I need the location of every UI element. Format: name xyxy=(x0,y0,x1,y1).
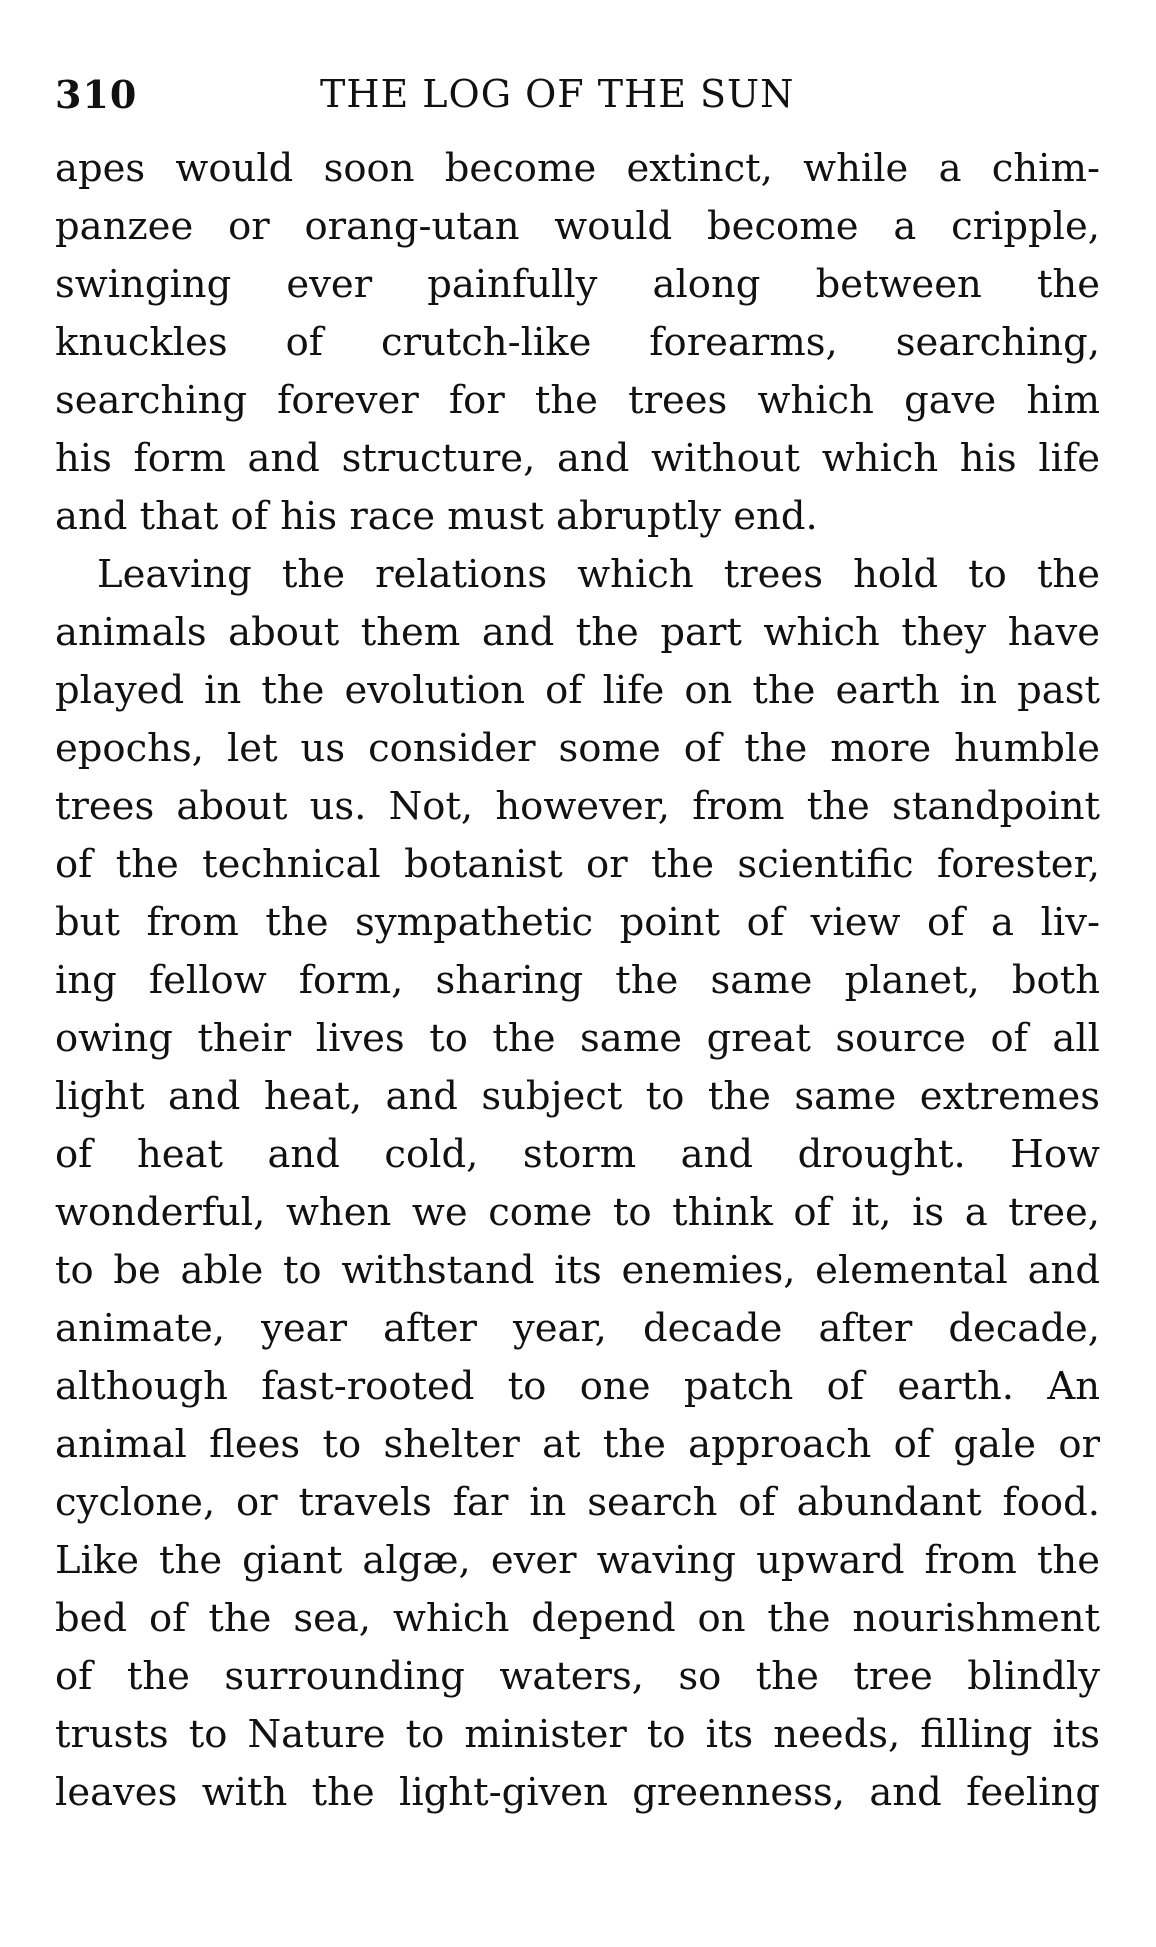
text-line: of the technical botanist or the scientific forester, xyxy=(55,842,1100,887)
text-line: to be able to withstand its enemies, elemental and xyxy=(55,1248,1100,1293)
running-title: THE LOG OF THE SUN xyxy=(320,72,795,116)
text-line: apes would soon become extinct, while a chim- xyxy=(55,146,1100,191)
text-line: cyclone, or travels far in search of abundant food. xyxy=(55,1480,1100,1525)
text-line: wonderful, when we come to think of it, is a tree, xyxy=(55,1190,1100,1235)
text-line: owing their lives to the same great source of all xyxy=(55,1016,1100,1061)
text-line: Like the giant algæ, ever waving upward from the xyxy=(55,1538,1100,1583)
text-line: of heat and cold, storm and drought. How xyxy=(55,1132,1100,1177)
text-line: leaves with the light-given greenness, and feeling xyxy=(55,1770,1100,1815)
text-line: but from the sympathetic point of view of a liv- xyxy=(55,900,1100,945)
paragraph-1 xyxy=(55,140,1100,546)
text-line: animate, year after year, decade after decade, xyxy=(55,1306,1100,1351)
text-line: animal flees to shelter at the approach of gale or xyxy=(55,1422,1100,1467)
text-line: and that of his race must abruptly end. xyxy=(55,494,818,539)
text-line: knuckles of crutch-like forearms, searching, xyxy=(55,320,1100,365)
text-line: trusts to Nature to minister to its needs, filling its xyxy=(55,1712,1100,1757)
text-line: ing fellow form, sharing the same planet, both xyxy=(55,958,1100,1003)
running-head xyxy=(55,72,1100,132)
paragraph-2 xyxy=(55,546,1100,1822)
text-line: animals about them and the part which they have xyxy=(55,610,1100,655)
text-line: his form and structure, and without which his life xyxy=(55,436,1100,481)
body-text xyxy=(55,140,1100,1822)
text-line: light and heat, and subject to the same extremes xyxy=(55,1074,1100,1119)
text-line: bed of the sea, which depend on the nourishment xyxy=(55,1596,1100,1641)
text-line: panzee or orang-utan would become a cripple, xyxy=(55,204,1100,249)
page-number: 310 xyxy=(55,72,138,117)
text-line: trees about us. Not, however, from the standpoint xyxy=(55,784,1100,829)
text-line: swinging ever painfully along between the xyxy=(55,262,1100,307)
text-line: Leaving the relations which trees hold to the xyxy=(97,552,1100,597)
text-line: although fast-rooted to one patch of earth. An xyxy=(55,1364,1100,1409)
text-line: played in the evolution of life on the earth in past xyxy=(55,668,1100,713)
text-line: searching forever for the trees which gave him xyxy=(55,378,1100,423)
text-line: epochs, let us consider some of the more humble xyxy=(55,726,1100,771)
text-line: of the surrounding waters, so the tree blindly xyxy=(55,1654,1100,1699)
